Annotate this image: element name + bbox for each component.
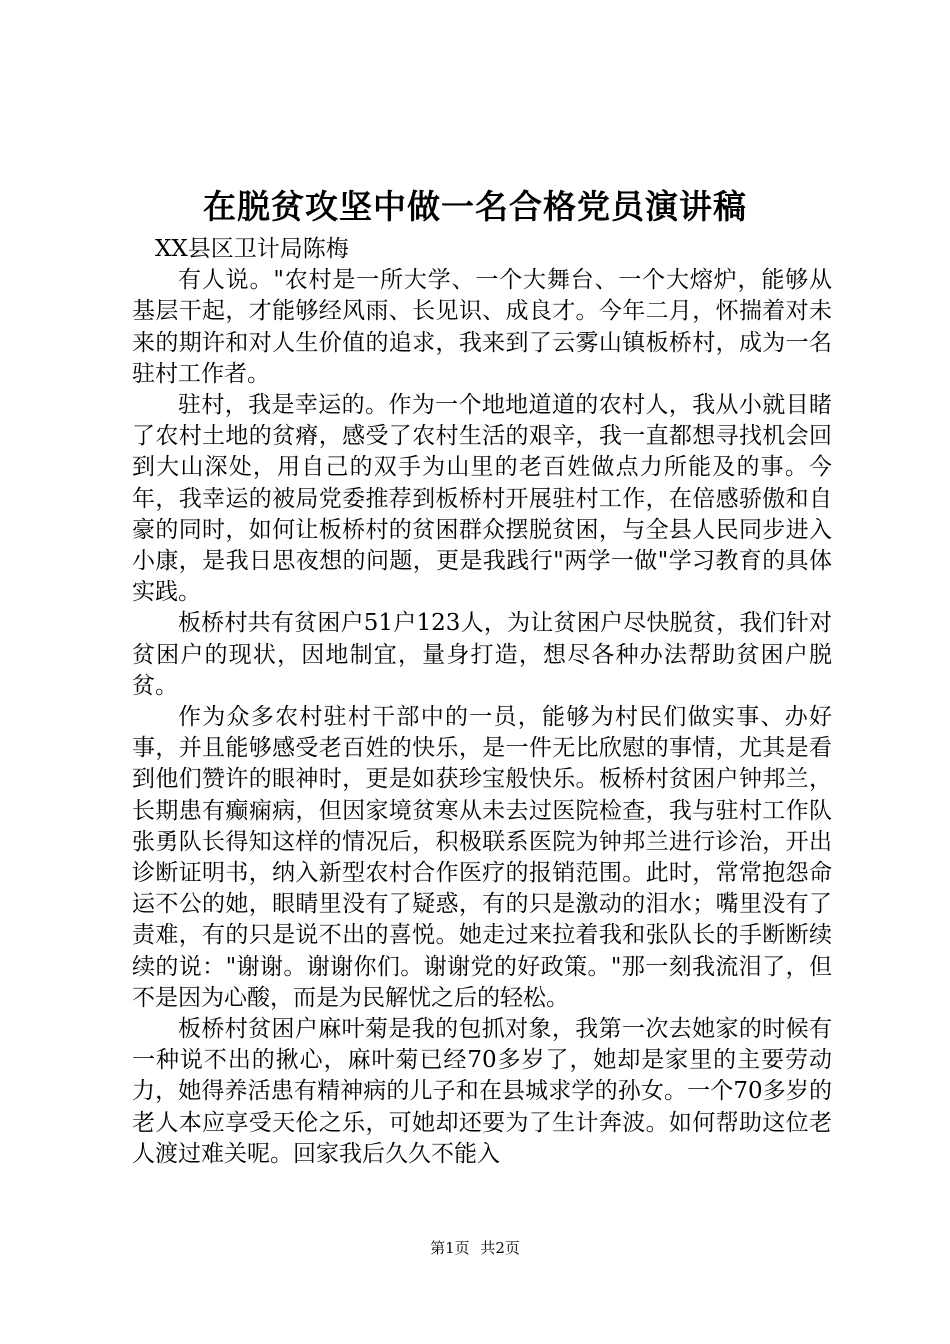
paragraph-1: 有人说。"农村是一所大学、一个大舞台、一个大熔炉，能够从基层干起，才能够经风雨、长见识、成良才。今年二月，怀揣着对未来的期许和对人生价值的追求，我来到了云雾山镇板桥村，成为一名驻村工作者。 bbox=[132, 267, 832, 387]
paragraph-3: 板桥村共有贫困户51户123人，为让贫困户尽快脱贫，我们针对贫困户的现状，因地制宜，量身打造，想尽各种办法帮助贫困户脱贫。 bbox=[132, 610, 832, 699]
paragraph-5: 板桥村贫困户麻叶菊是我的包抓对象，我第一次去她家的时候有一种说不出的揪心，麻叶菊已经70多岁了，她却是家里的主要劳动力，她得养活患有精神病的儿子和在县城求学的孙女。一个70多岁的老人本应享受天伦之乐，可她却还要为了生计奔波。如何帮助这位老人渡过难关呢。回家我后久久不能入 bbox=[132, 1016, 832, 1167]
paragraph-4: 作为众多农村驻村干部中的一员，能够为村民们做实事、办好事，并且能够感受老百姓的快乐，是一件无比欣慰的事情，尤其是看到他们赞许的眼神时，更是如获珍宝般快乐。板桥村贫困户钟邦兰，长期患有癫痫病，但因家境贫寒从未去过医院检查，我与驻村工作队张勇队长得知这样的情况后，积极联系医院为钟邦兰进行诊治，开出诊断证明书，纳入新型农村合作医疗的报销范围。此时，常常抱怨命运不公的她，眼睛里没有了疑惑，有的只是激动的泪水；嘴里没有了责难，有的只是说不出的喜悦。她走过来拉着我和张队长的手断断续续的说："谢谢。谢谢你们。谢谢党的好政策。"那一刻我流泪了，但不是因为心酸，而是为民解忧之后的轻松。 bbox=[132, 704, 832, 1011]
page-footer bbox=[0, 1238, 950, 1258]
page-number: 第1页 bbox=[430, 1239, 470, 1257]
page-total: 共2页 bbox=[480, 1239, 520, 1257]
author-line: XX县区卫计局陈梅 bbox=[155, 236, 349, 262]
paragraph-2: 驻村，我是幸运的。作为一个地地道道的农村人，我从小就目睹了农村土地的贫瘠，感受了农村生活的艰辛，我一直都想寻找机会回到大山深处，用自己的双手为山里的老百姓做点力所能及的事。今年，我幸运的被局党委推荐到板桥村开展驻村工作，在倍感骄傲和自豪的同时，如何让板桥村的贫困群众摆脱贫困，与全县人民同步进入小康，是我日思夜想的问题，更是我践行"两学一做"学习教育的具体实践。 bbox=[132, 392, 832, 606]
document-title: 在脱贫攻坚中做一名合格党员演讲稿 bbox=[203, 187, 747, 226]
document-body bbox=[132, 234, 832, 1170]
